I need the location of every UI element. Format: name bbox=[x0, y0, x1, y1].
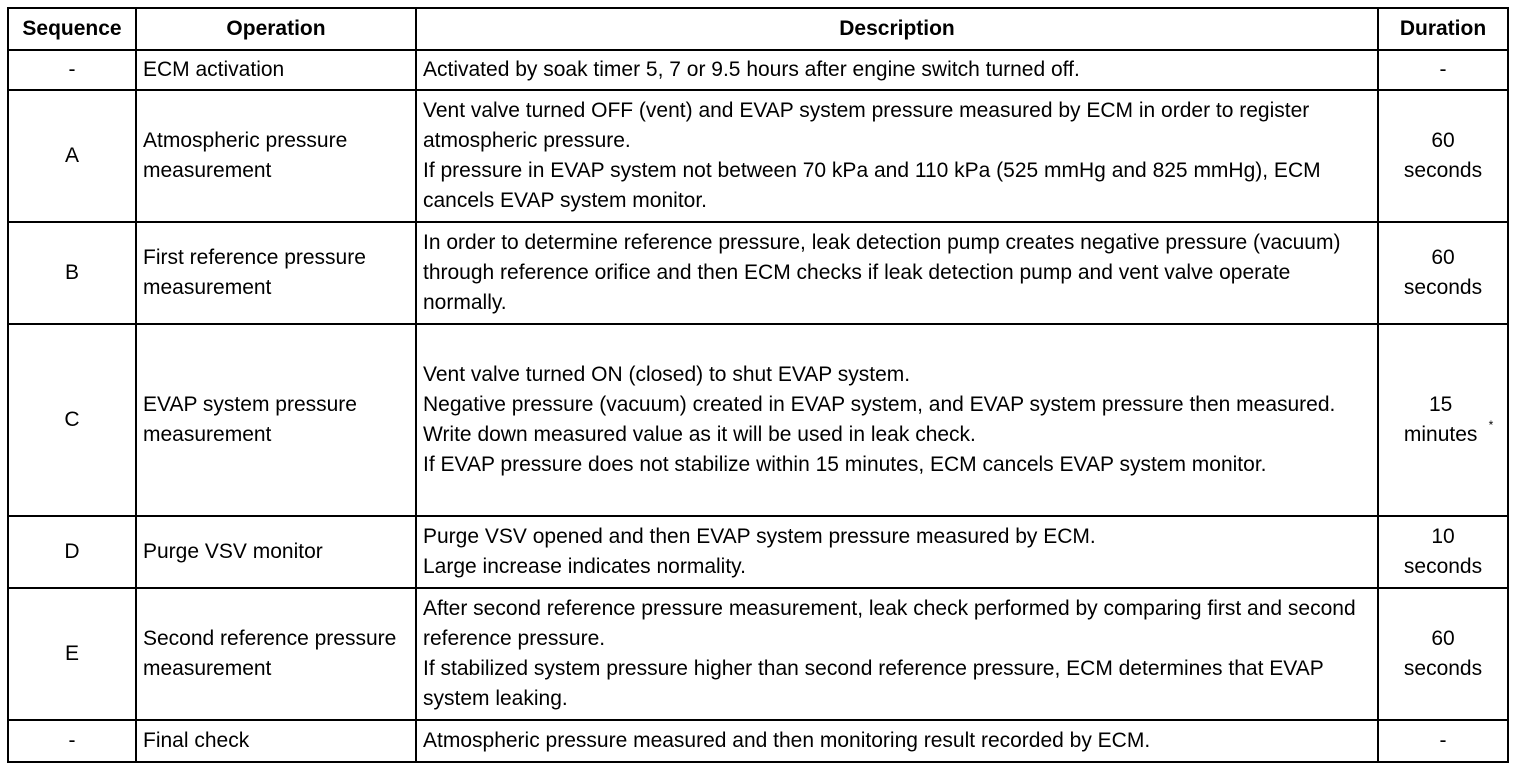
header-sequence: Sequence bbox=[8, 8, 136, 50]
operation-cell: Second reference pressure measurement bbox=[136, 588, 416, 720]
evap-monitor-table bbox=[7, 7, 1509, 763]
description-cell bbox=[416, 50, 1378, 90]
sequence-cell: - bbox=[8, 720, 136, 762]
description-cell bbox=[416, 222, 1378, 324]
duration-cell bbox=[1378, 222, 1508, 324]
description-line: If pressure in EVAP system not between 70 kPa and 110 kPa (525 mmHg and 825 mmHg), ECM cancels EVAP system monitor. bbox=[423, 159, 1321, 212]
sequence-cell: D bbox=[8, 516, 136, 588]
table-row bbox=[8, 222, 1508, 324]
duration-cell bbox=[1378, 588, 1508, 720]
duration-value: 10 seconds bbox=[1403, 525, 1483, 578]
description-cell bbox=[416, 324, 1378, 516]
description-line: After second reference pressure measurement, leak check performed by comparing first and second reference pressure. bbox=[423, 597, 1356, 650]
duration-value: 15 minutes bbox=[1403, 393, 1478, 446]
duration-cell: - bbox=[1378, 720, 1508, 762]
table-row bbox=[8, 90, 1508, 222]
table-row bbox=[8, 720, 1508, 762]
table-row bbox=[8, 324, 1508, 516]
duration-cell bbox=[1378, 90, 1508, 222]
description-cell bbox=[416, 720, 1378, 762]
operation-cell: Atmospheric pressure measurement bbox=[136, 90, 416, 222]
header-operation: Operation bbox=[136, 8, 416, 50]
operation-cell: EVAP system pressure measurement bbox=[136, 324, 416, 516]
duration-value: 60 seconds bbox=[1403, 246, 1483, 299]
description-line: Large increase indicates normality. bbox=[423, 555, 746, 578]
description-line: Purge VSV opened and then EVAP system pressure measured by ECM. bbox=[423, 525, 1096, 548]
sequence-cell: - bbox=[8, 50, 136, 90]
duration-value: 60 seconds bbox=[1403, 627, 1483, 680]
description-line: Vent valve turned ON (closed) to shut EVAP system. bbox=[423, 363, 911, 386]
table-row bbox=[8, 516, 1508, 588]
header-description: Description bbox=[416, 8, 1378, 50]
duration-value: 60 seconds bbox=[1403, 129, 1483, 182]
description-line: If stabilized system pressure higher than second reference pressure, ECM determines that EVAP system leaking. bbox=[423, 657, 1324, 710]
description-line: Activated by soak timer 5, 7 or 9.5 hours after engine switch turned off. bbox=[423, 58, 1080, 81]
sequence-cell: B bbox=[8, 222, 136, 324]
duration-cell: - bbox=[1378, 50, 1508, 90]
operation-cell: Final check bbox=[136, 720, 416, 762]
footnote-marker: * bbox=[1488, 418, 1494, 432]
duration-cell bbox=[1378, 516, 1508, 588]
sequence-cell: E bbox=[8, 588, 136, 720]
header-duration: Duration bbox=[1378, 8, 1508, 50]
description-line: In order to determine reference pressure, leak detection pump creates negative pressure (vacuum) through reference orifice and then ECM checks if leak detection pump and vent valve operate normally. bbox=[423, 231, 1341, 314]
sequence-cell: A bbox=[8, 90, 136, 222]
description-line: If EVAP pressure does not stabilize within 15 minutes, ECM cancels EVAP system monitor. bbox=[423, 453, 1267, 476]
sequence-cell: C bbox=[8, 324, 136, 516]
description-line: Negative pressure (vacuum) created in EVAP system, and EVAP system pressure then measured. bbox=[423, 393, 1336, 416]
operation-cell: First reference pressure measurement bbox=[136, 222, 416, 324]
table-row bbox=[8, 588, 1508, 720]
description-cell bbox=[416, 516, 1378, 588]
operation-cell: ECM activation bbox=[136, 50, 416, 90]
operation-cell: Purge VSV monitor bbox=[136, 516, 416, 588]
description-line: Write down measured value as it will be used in leak check. bbox=[423, 423, 976, 446]
table-row bbox=[8, 50, 1508, 90]
description-cell bbox=[416, 588, 1378, 720]
description-line: Vent valve turned OFF (vent) and EVAP system pressure measured by ECM in order to register atmospheric pressure. bbox=[423, 99, 1310, 152]
duration-cell bbox=[1378, 324, 1508, 516]
description-line: Atmospheric pressure measured and then monitoring result recorded by ECM. bbox=[423, 729, 1151, 752]
description-cell bbox=[416, 90, 1378, 222]
header-row bbox=[8, 8, 1508, 50]
